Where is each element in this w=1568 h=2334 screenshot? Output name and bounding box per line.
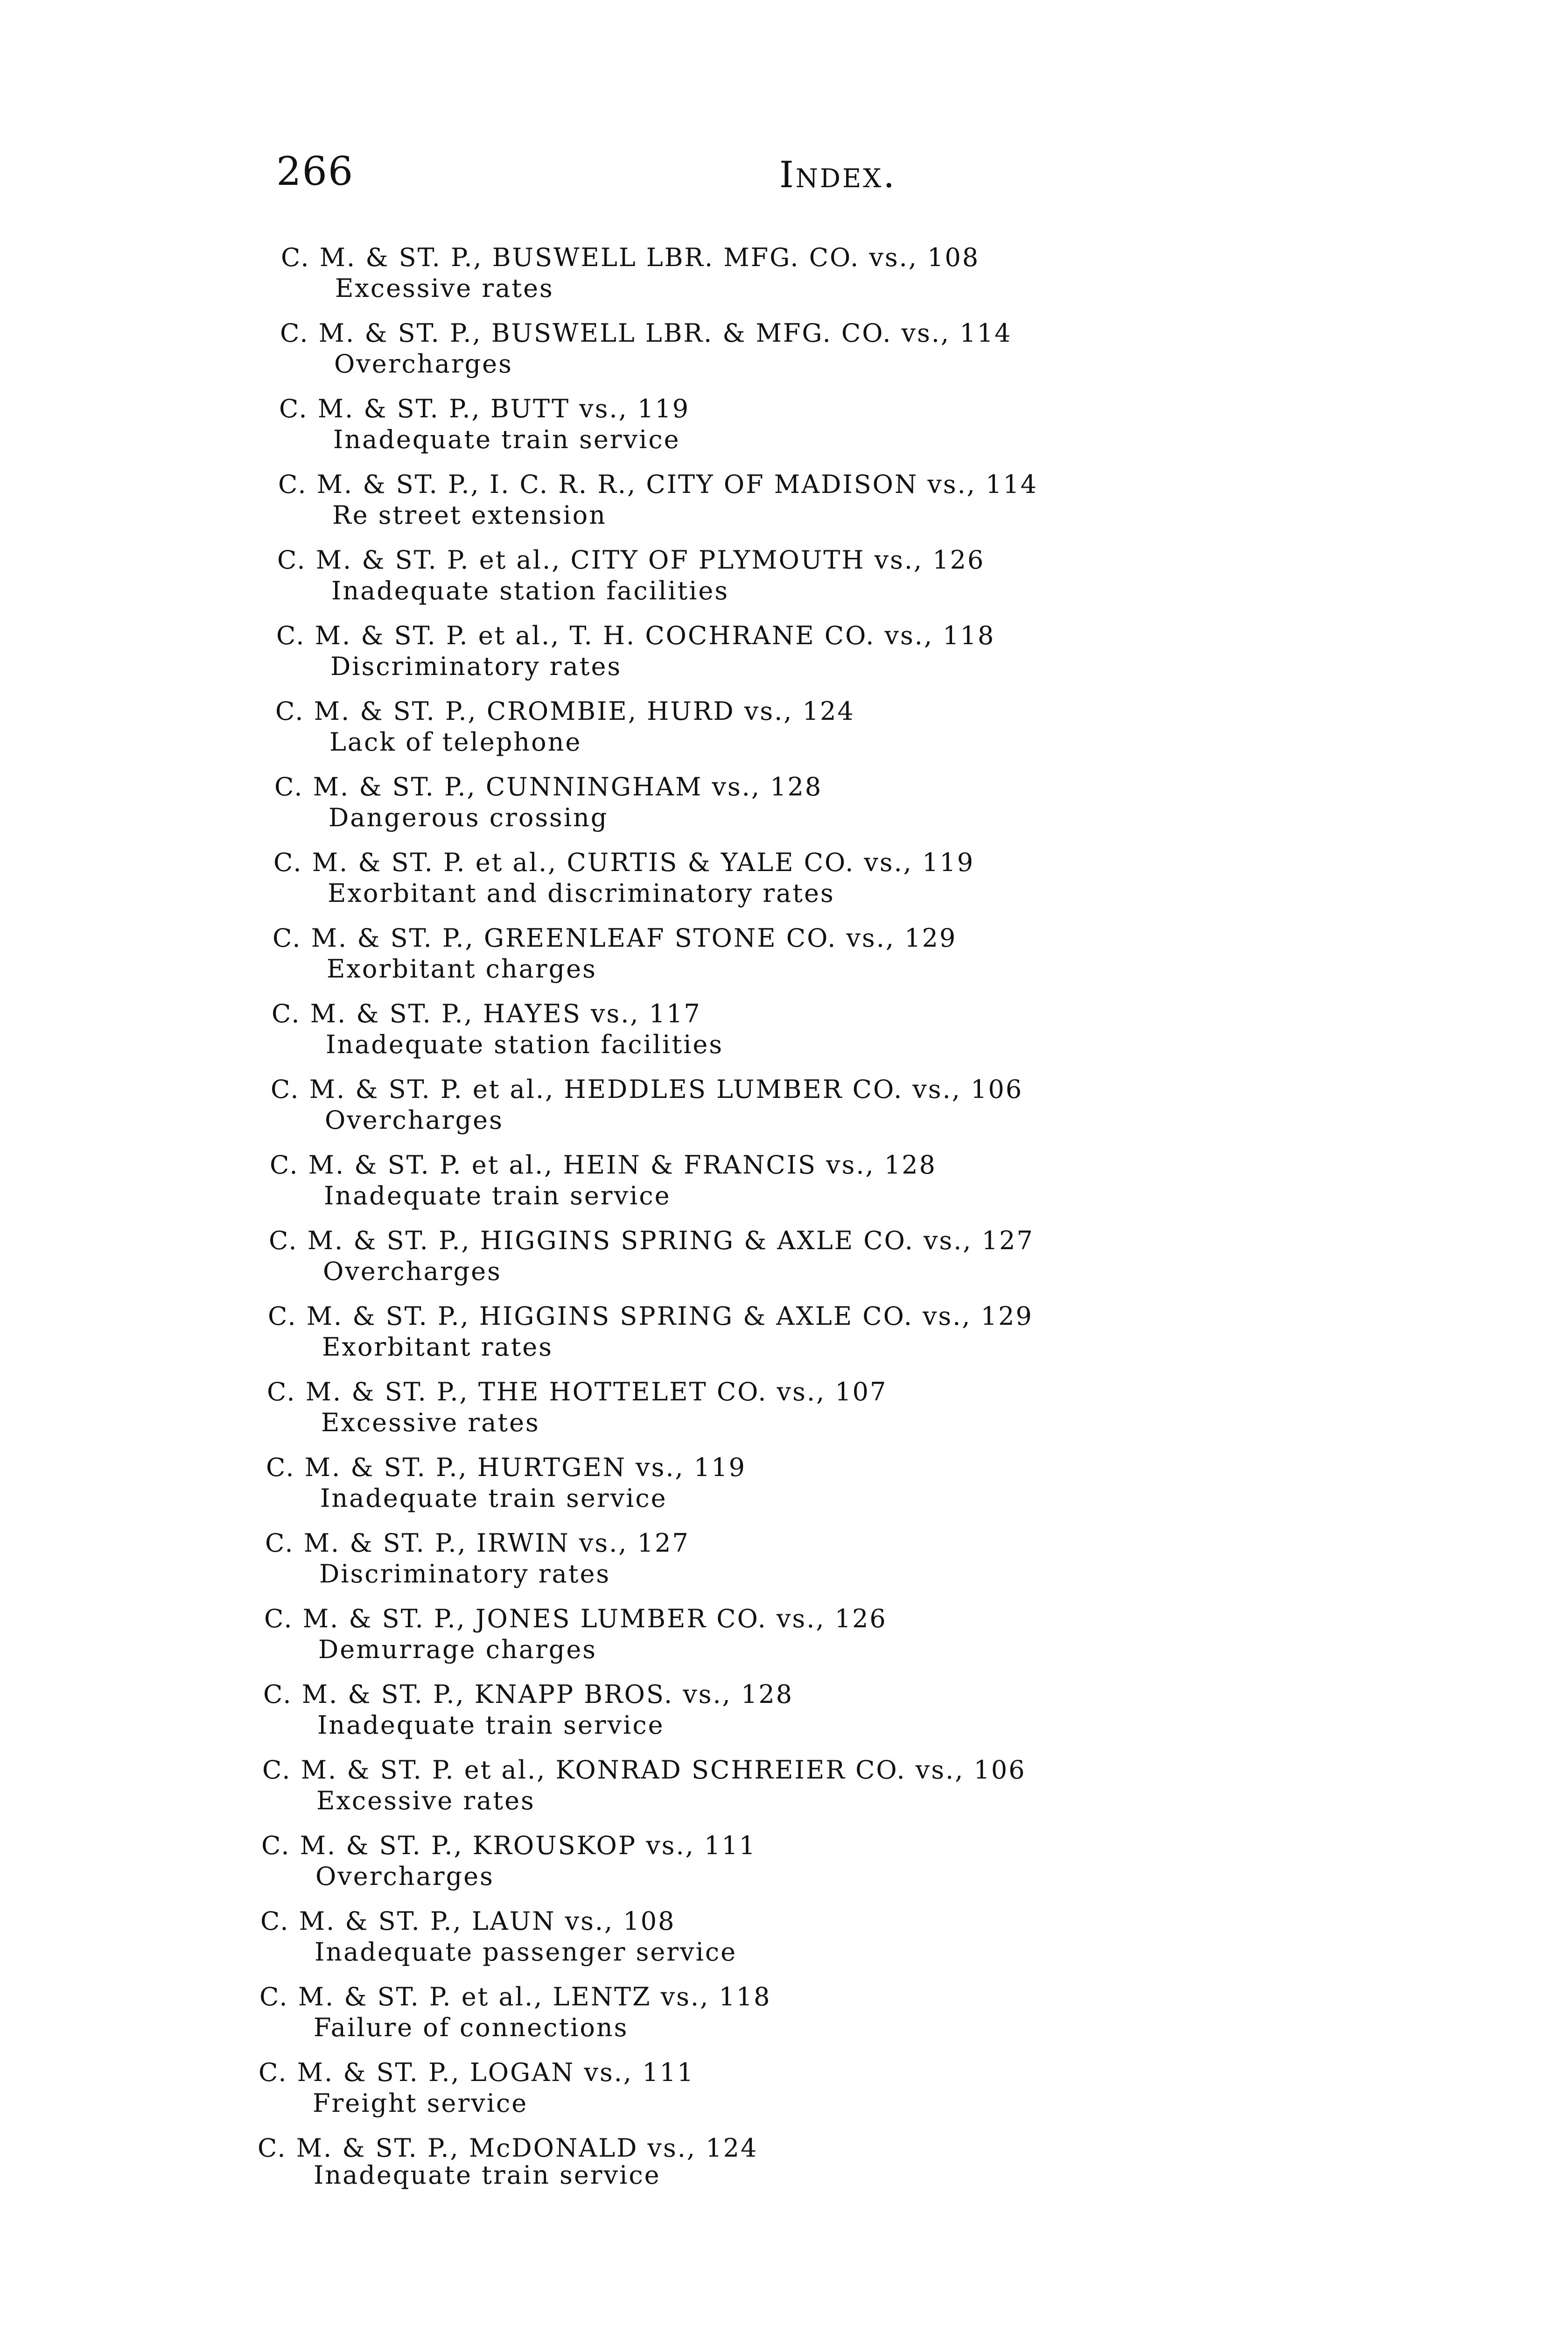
index-entry bbox=[261, 1906, 1335, 1982]
entry-heading: C. M. & ST. P., HIGGINS SPRING & AXLE CO. vs., 127 bbox=[269, 1226, 1034, 1255]
index-entry bbox=[261, 772, 1335, 848]
entry-heading: C. M. & ST. P. et al., HEIN & FRANCIS vs., 128 bbox=[270, 1150, 937, 1180]
entry-heading: C. M. & ST. P., BUSWELL LBR. & MFG. CO. vs., 114 bbox=[280, 318, 1012, 348]
entry-subject: Exorbitant and discriminatory rates bbox=[328, 879, 835, 908]
index-entry bbox=[261, 1226, 1335, 1301]
entry-heading: C. M. & ST. P., HIGGINS SPRING & AXLE CO. vs., 129 bbox=[268, 1301, 1033, 1331]
page-number: 266 bbox=[276, 148, 354, 194]
entry-heading: C. M. & ST. P., LOGAN vs., 111 bbox=[259, 2058, 695, 2087]
index-entry bbox=[261, 1453, 1335, 1528]
entry-heading: C. M. & ST. P., BUSWELL LBR. MFG. CO. vs., 108 bbox=[281, 243, 980, 272]
entry-subject: Lack of telephone bbox=[329, 727, 582, 757]
entry-heading: C. M. & ST. P., CUNNINGHAM vs., 128 bbox=[274, 772, 823, 801]
entry-subject: Overcharges bbox=[315, 1862, 494, 1891]
index-entry bbox=[261, 1831, 1335, 1906]
entry-subject: Demurrage charges bbox=[318, 1635, 597, 1664]
entry-heading: C. M. & ST. P., CROMBIE, HURD vs., 124 bbox=[275, 696, 855, 726]
entry-heading: C. M. & ST. P., THE HOTTELET CO. vs., 107 bbox=[267, 1377, 888, 1406]
entry-subject: Re street extension bbox=[332, 500, 607, 530]
index-entry bbox=[258, 2133, 1335, 2209]
entry-subject: Overcharges bbox=[334, 349, 513, 379]
index-entry bbox=[261, 1680, 1335, 1755]
entry-heading: C. M. & ST. P. et al., CURTIS & YALE CO. vs., 119 bbox=[273, 848, 975, 877]
entry-heading: C. M. & ST. P., HAYES vs., 117 bbox=[272, 999, 701, 1028]
entry-subject: Inadequate passenger service bbox=[315, 1937, 737, 1967]
entry-subject: Exorbitant charges bbox=[327, 954, 597, 984]
entry-heading: C. M. & ST. P., HURTGEN vs., 119 bbox=[266, 1453, 746, 1482]
entry-subject: Inadequate train service bbox=[314, 2160, 661, 2190]
index-entry bbox=[261, 1604, 1335, 1680]
index-entry bbox=[261, 545, 1335, 621]
index-entry bbox=[261, 394, 1335, 470]
index-entry bbox=[261, 999, 1335, 1075]
entry-subject: Overcharges bbox=[323, 1257, 502, 1286]
entry-subject: Inadequate train service bbox=[324, 1181, 671, 1210]
entry-heading: C. M. & ST. P., JONES LUMBER CO. vs., 126 bbox=[264, 1604, 887, 1633]
index-entry bbox=[261, 243, 1335, 318]
entry-subject: Inadequate station facilities bbox=[331, 576, 729, 605]
entry-heading: C. M. & ST. P., KNAPP BROS. vs., 128 bbox=[263, 1680, 794, 1709]
entry-subject: Failure of connections bbox=[314, 2013, 629, 2042]
index-entry bbox=[261, 696, 1335, 772]
index-entry-list bbox=[258, 243, 1335, 2209]
entry-subject: Exorbitant rates bbox=[322, 1332, 553, 1362]
index-entry bbox=[261, 1377, 1335, 1453]
entry-subject: Inadequate train service bbox=[333, 425, 680, 454]
index-entry bbox=[261, 1075, 1335, 1150]
entry-heading: C. M. & ST. P. et al., T. H. COCHRANE CO. vs., 118 bbox=[276, 621, 995, 650]
entry-heading: C. M. & ST. P., BUTT vs., 119 bbox=[279, 394, 690, 423]
entry-subject: Discriminatory rates bbox=[330, 652, 622, 681]
entry-subject: Excessive rates bbox=[316, 1786, 535, 1815]
index-entry bbox=[261, 923, 1335, 999]
entry-heading: C. M. & ST. P., I. C. R. R., CITY OF MADISON vs., 114 bbox=[278, 470, 1038, 499]
entry-heading: C. M. & ST. P. et al., CITY OF PLYMOUTH vs., 126 bbox=[277, 545, 985, 575]
entry-subject: Inadequate station facilities bbox=[326, 1030, 724, 1059]
entry-subject: Overcharges bbox=[325, 1105, 504, 1135]
page-title: Index. bbox=[779, 154, 897, 196]
index-entry bbox=[261, 848, 1335, 923]
index-entry bbox=[261, 1755, 1335, 1831]
index-entry bbox=[261, 318, 1335, 394]
entry-subject: Excessive rates bbox=[335, 274, 554, 303]
entry-subject: Inadequate train service bbox=[320, 1483, 667, 1513]
entry-heading: C. M. & ST. P., IRWIN vs., 127 bbox=[265, 1528, 690, 1558]
entry-subject: Dangerous crossing bbox=[329, 803, 609, 832]
entry-subject: Freight service bbox=[313, 2088, 528, 2118]
entry-heading: C. M. & ST. P., KROUSKOP vs., 111 bbox=[261, 1831, 757, 1860]
entry-heading: C. M. & ST. P., McDONALD vs., 124 bbox=[258, 2133, 758, 2163]
index-entry bbox=[261, 1528, 1335, 1604]
index-entry bbox=[261, 1982, 1335, 2058]
entry-heading: C. M. & ST. P., GREENLEAF STONE CO. vs., 129 bbox=[273, 923, 957, 953]
entry-heading: C. M. & ST. P., LAUN vs., 108 bbox=[260, 1906, 676, 1936]
entry-heading: C. M. & ST. P. et al., KONRAD SCHREIER CO. vs., 106 bbox=[262, 1755, 1026, 1785]
index-entry bbox=[261, 470, 1335, 545]
index-entry bbox=[261, 621, 1335, 696]
index-entry bbox=[261, 1150, 1335, 1226]
entry-heading: C. M. & ST. P. et al., HEDDLES LUMBER CO. vs., 106 bbox=[271, 1075, 1023, 1104]
entry-subject: Discriminatory rates bbox=[319, 1559, 611, 1589]
entry-heading: C. M. & ST. P. et al., LENTZ vs., 118 bbox=[259, 1982, 771, 2011]
entry-subject: Excessive rates bbox=[321, 1408, 540, 1437]
index-entry bbox=[261, 2058, 1335, 2133]
index-entry bbox=[261, 1301, 1335, 1377]
entry-subject: Inadequate train service bbox=[317, 1710, 665, 1740]
